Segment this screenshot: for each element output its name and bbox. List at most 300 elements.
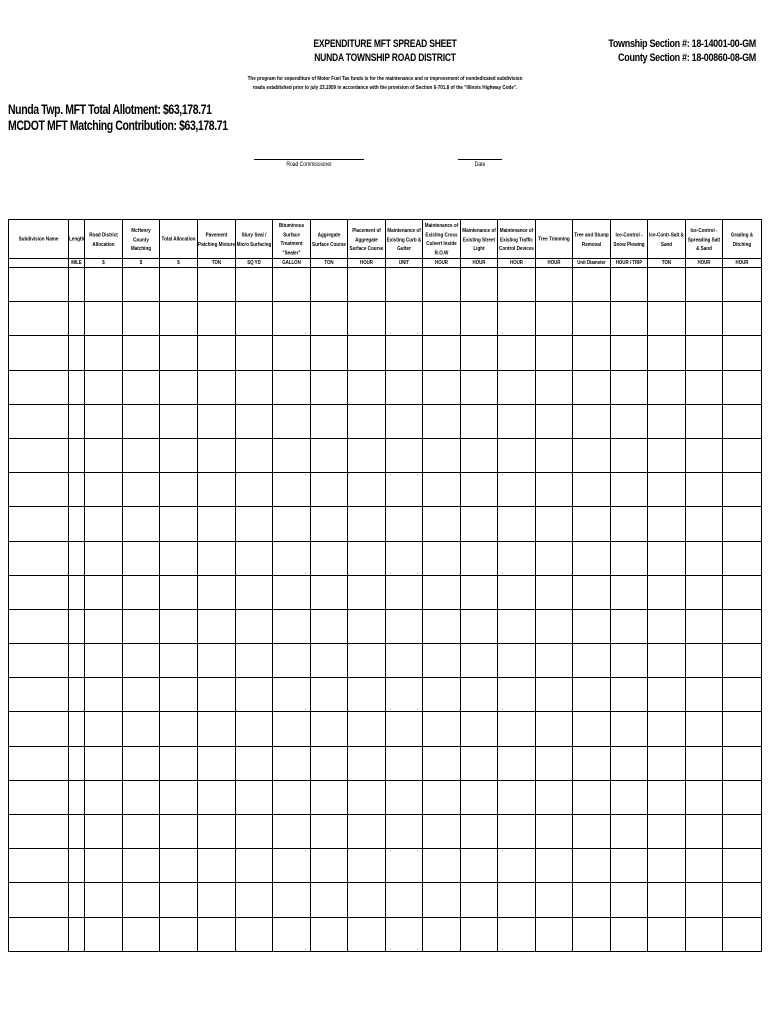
table-cell[interactable] [198, 370, 236, 404]
table-cell[interactable] [573, 507, 611, 541]
table-cell[interactable] [236, 370, 273, 404]
table-cell[interactable] [723, 268, 762, 302]
table-cell[interactable] [311, 336, 348, 370]
table-cell[interactable] [160, 609, 198, 643]
table-cell[interactable] [723, 473, 762, 507]
table-cell[interactable] [536, 917, 573, 951]
table-cell[interactable] [198, 404, 236, 438]
table-cell[interactable] [123, 404, 160, 438]
table-cell[interactable] [611, 336, 648, 370]
table-cell[interactable] [573, 609, 611, 643]
table-cell[interactable] [69, 712, 85, 746]
table-cell[interactable] [461, 404, 498, 438]
table-cell[interactable] [723, 438, 762, 472]
table-cell[interactable] [123, 336, 160, 370]
table-cell[interactable] [461, 302, 498, 336]
table-cell[interactable] [123, 917, 160, 951]
table-cell[interactable] [273, 541, 311, 575]
table-cell[interactable] [273, 815, 311, 849]
table-cell[interactable] [386, 815, 423, 849]
table-cell[interactable] [648, 507, 686, 541]
table-cell[interactable] [348, 336, 386, 370]
table-cell[interactable] [348, 849, 386, 883]
table-cell[interactable] [498, 575, 536, 609]
table-cell[interactable] [160, 780, 198, 814]
table-cell[interactable] [536, 302, 573, 336]
table-cell[interactable] [611, 473, 648, 507]
table-cell[interactable] [686, 678, 723, 712]
table-cell[interactable] [536, 644, 573, 678]
table-cell[interactable] [648, 746, 686, 780]
table-cell[interactable] [611, 438, 648, 472]
table-cell[interactable] [9, 815, 69, 849]
table-cell[interactable] [123, 883, 160, 917]
table-cell[interactable] [498, 302, 536, 336]
table-cell[interactable] [723, 780, 762, 814]
table-cell[interactable] [69, 883, 85, 917]
table-cell[interactable] [123, 678, 160, 712]
table-cell[interactable] [236, 336, 273, 370]
table-cell[interactable] [611, 268, 648, 302]
table-cell[interactable] [723, 883, 762, 917]
table-cell[interactable] [686, 268, 723, 302]
table-cell[interactable] [85, 746, 123, 780]
table-cell[interactable] [386, 644, 423, 678]
table-cell[interactable] [723, 609, 762, 643]
table-cell[interactable] [573, 815, 611, 849]
table-cell[interactable] [573, 849, 611, 883]
table-cell[interactable] [573, 678, 611, 712]
table-cell[interactable] [611, 507, 648, 541]
table-cell[interactable] [69, 438, 85, 472]
table-cell[interactable] [236, 678, 273, 712]
table-cell[interactable] [311, 815, 348, 849]
table-cell[interactable] [311, 404, 348, 438]
table-cell[interactable] [198, 302, 236, 336]
table-cell[interactable] [423, 917, 461, 951]
table-cell[interactable] [648, 917, 686, 951]
table-cell[interactable] [9, 404, 69, 438]
table-cell[interactable] [348, 541, 386, 575]
table-cell[interactable] [648, 780, 686, 814]
table-cell[interactable] [461, 268, 498, 302]
table-cell[interactable] [160, 815, 198, 849]
table-cell[interactable] [423, 780, 461, 814]
table-cell[interactable] [611, 678, 648, 712]
table-cell[interactable] [498, 883, 536, 917]
table-cell[interactable] [123, 473, 160, 507]
table-cell[interactable] [386, 746, 423, 780]
table-cell[interactable] [236, 815, 273, 849]
table-cell[interactable] [461, 507, 498, 541]
table-cell[interactable] [85, 712, 123, 746]
table-cell[interactable] [85, 678, 123, 712]
table-cell[interactable] [273, 438, 311, 472]
table-cell[interactable] [686, 404, 723, 438]
table-cell[interactable] [498, 473, 536, 507]
table-cell[interactable] [611, 404, 648, 438]
table-cell[interactable] [573, 575, 611, 609]
table-cell[interactable] [686, 438, 723, 472]
table-cell[interactable] [69, 746, 85, 780]
table-cell[interactable] [573, 336, 611, 370]
table-cell[interactable] [348, 780, 386, 814]
table-cell[interactable] [686, 541, 723, 575]
table-cell[interactable] [85, 849, 123, 883]
table-cell[interactable] [198, 644, 236, 678]
table-cell[interactable] [686, 336, 723, 370]
table-cell[interactable] [236, 746, 273, 780]
table-cell[interactable] [611, 370, 648, 404]
table-cell[interactable] [648, 302, 686, 336]
table-cell[interactable] [723, 575, 762, 609]
table-cell[interactable] [198, 780, 236, 814]
table-cell[interactable] [648, 541, 686, 575]
table-cell[interactable] [311, 507, 348, 541]
table-cell[interactable] [311, 609, 348, 643]
table-cell[interactable] [273, 917, 311, 951]
table-cell[interactable] [461, 473, 498, 507]
table-cell[interactable] [311, 541, 348, 575]
table-cell[interactable] [686, 507, 723, 541]
table-cell[interactable] [198, 336, 236, 370]
table-cell[interactable] [69, 917, 85, 951]
table-cell[interactable] [423, 438, 461, 472]
table-cell[interactable] [348, 404, 386, 438]
table-cell[interactable] [386, 370, 423, 404]
table-cell[interactable] [85, 644, 123, 678]
table-cell[interactable] [723, 815, 762, 849]
table-cell[interactable] [461, 917, 498, 951]
table-cell[interactable] [686, 746, 723, 780]
table-cell[interactable] [498, 678, 536, 712]
table-cell[interactable] [386, 268, 423, 302]
table-cell[interactable] [198, 883, 236, 917]
table-cell[interactable] [348, 746, 386, 780]
table-cell[interactable] [85, 609, 123, 643]
table-cell[interactable] [386, 712, 423, 746]
table-cell[interactable] [273, 302, 311, 336]
table-cell[interactable] [198, 268, 236, 302]
table-cell[interactable] [611, 883, 648, 917]
table-cell[interactable] [461, 438, 498, 472]
table-cell[interactable] [461, 815, 498, 849]
table-cell[interactable] [573, 268, 611, 302]
table-cell[interactable] [461, 609, 498, 643]
table-cell[interactable] [648, 268, 686, 302]
table-cell[interactable] [611, 746, 648, 780]
table-cell[interactable] [236, 541, 273, 575]
table-cell[interactable] [498, 849, 536, 883]
table-cell[interactable] [123, 302, 160, 336]
table-cell[interactable] [198, 609, 236, 643]
table-cell[interactable] [69, 473, 85, 507]
table-cell[interactable] [498, 712, 536, 746]
table-cell[interactable] [611, 644, 648, 678]
table-cell[interactable] [648, 575, 686, 609]
table-cell[interactable] [85, 815, 123, 849]
table-cell[interactable] [386, 609, 423, 643]
table-cell[interactable] [723, 917, 762, 951]
table-cell[interactable] [461, 883, 498, 917]
table-cell[interactable] [611, 849, 648, 883]
table-cell[interactable] [648, 849, 686, 883]
table-cell[interactable] [9, 746, 69, 780]
table-cell[interactable] [573, 780, 611, 814]
table-cell[interactable] [423, 883, 461, 917]
table-cell[interactable] [686, 815, 723, 849]
table-cell[interactable] [461, 849, 498, 883]
table-cell[interactable] [423, 849, 461, 883]
table-cell[interactable] [69, 780, 85, 814]
table-cell[interactable] [498, 746, 536, 780]
table-cell[interactable] [69, 507, 85, 541]
table-cell[interactable] [9, 849, 69, 883]
table-cell[interactable] [648, 370, 686, 404]
table-cell[interactable] [423, 336, 461, 370]
table-cell[interactable] [686, 644, 723, 678]
table-cell[interactable] [9, 917, 69, 951]
table-cell[interactable] [123, 712, 160, 746]
table-cell[interactable] [648, 609, 686, 643]
table-cell[interactable] [9, 302, 69, 336]
table-cell[interactable] [348, 370, 386, 404]
table-cell[interactable] [9, 336, 69, 370]
table-cell[interactable] [160, 268, 198, 302]
table-cell[interactable] [348, 883, 386, 917]
table-cell[interactable] [648, 404, 686, 438]
table-cell[interactable] [311, 746, 348, 780]
table-cell[interactable] [536, 746, 573, 780]
table-cell[interactable] [386, 438, 423, 472]
table-cell[interactable] [311, 302, 348, 336]
table-cell[interactable] [686, 473, 723, 507]
table-cell[interactable] [160, 404, 198, 438]
table-cell[interactable] [423, 678, 461, 712]
table-cell[interactable] [273, 370, 311, 404]
table-cell[interactable] [160, 541, 198, 575]
table-cell[interactable] [423, 644, 461, 678]
table-cell[interactable] [9, 678, 69, 712]
table-cell[interactable] [69, 336, 85, 370]
table-cell[interactable] [536, 849, 573, 883]
table-cell[interactable] [461, 746, 498, 780]
table-cell[interactable] [386, 917, 423, 951]
table-cell[interactable] [311, 883, 348, 917]
table-cell[interactable] [498, 404, 536, 438]
table-cell[interactable] [648, 712, 686, 746]
table-cell[interactable] [536, 609, 573, 643]
table-cell[interactable] [273, 507, 311, 541]
table-cell[interactable] [273, 404, 311, 438]
table-cell[interactable] [536, 678, 573, 712]
table-cell[interactable] [423, 815, 461, 849]
table-cell[interactable] [461, 780, 498, 814]
table-cell[interactable] [236, 609, 273, 643]
table-cell[interactable] [69, 575, 85, 609]
table-cell[interactable] [160, 336, 198, 370]
table-cell[interactable] [311, 575, 348, 609]
table-cell[interactable] [686, 609, 723, 643]
table-cell[interactable] [69, 815, 85, 849]
table-cell[interactable] [236, 268, 273, 302]
table-cell[interactable] [498, 780, 536, 814]
table-cell[interactable] [423, 712, 461, 746]
table-cell[interactable] [198, 712, 236, 746]
table-cell[interactable] [273, 746, 311, 780]
table-cell[interactable] [386, 849, 423, 883]
table-cell[interactable] [348, 473, 386, 507]
table-cell[interactable] [723, 404, 762, 438]
table-cell[interactable] [423, 609, 461, 643]
table-cell[interactable] [611, 815, 648, 849]
table-cell[interactable] [69, 644, 85, 678]
table-cell[interactable] [160, 302, 198, 336]
table-cell[interactable] [686, 883, 723, 917]
table-cell[interactable] [461, 370, 498, 404]
table-cell[interactable] [498, 644, 536, 678]
table-cell[interactable] [648, 815, 686, 849]
table-cell[interactable] [9, 780, 69, 814]
table-cell[interactable] [536, 336, 573, 370]
table-cell[interactable] [160, 473, 198, 507]
table-cell[interactable] [85, 336, 123, 370]
table-cell[interactable] [9, 473, 69, 507]
table-cell[interactable] [198, 815, 236, 849]
table-cell[interactable] [686, 780, 723, 814]
table-cell[interactable] [311, 268, 348, 302]
table-cell[interactable] [461, 678, 498, 712]
table-cell[interactable] [123, 370, 160, 404]
table-cell[interactable] [573, 917, 611, 951]
table-cell[interactable] [9, 438, 69, 472]
table-cell[interactable] [423, 541, 461, 575]
table-cell[interactable] [536, 780, 573, 814]
table-cell[interactable] [273, 268, 311, 302]
table-cell[interactable] [348, 678, 386, 712]
table-cell[interactable] [236, 644, 273, 678]
table-cell[interactable] [461, 644, 498, 678]
table-cell[interactable] [85, 302, 123, 336]
table-cell[interactable] [9, 507, 69, 541]
table-cell[interactable] [9, 644, 69, 678]
table-cell[interactable] [9, 268, 69, 302]
table-cell[interactable] [611, 609, 648, 643]
table-cell[interactable] [123, 438, 160, 472]
table-cell[interactable] [498, 541, 536, 575]
table-cell[interactable] [9, 541, 69, 575]
table-cell[interactable] [85, 438, 123, 472]
table-cell[interactable] [573, 404, 611, 438]
table-cell[interactable] [386, 575, 423, 609]
table-cell[interactable] [236, 473, 273, 507]
table-cell[interactable] [198, 575, 236, 609]
table-cell[interactable] [69, 541, 85, 575]
table-cell[interactable] [386, 541, 423, 575]
table-cell[interactable] [85, 541, 123, 575]
table-cell[interactable] [123, 575, 160, 609]
table-cell[interactable] [273, 883, 311, 917]
table-cell[interactable] [85, 917, 123, 951]
table-cell[interactable] [686, 712, 723, 746]
table-cell[interactable] [723, 302, 762, 336]
table-cell[interactable] [311, 712, 348, 746]
table-cell[interactable] [498, 815, 536, 849]
table-cell[interactable] [348, 917, 386, 951]
table-cell[interactable] [85, 507, 123, 541]
table-cell[interactable] [273, 678, 311, 712]
table-cell[interactable] [236, 438, 273, 472]
table-cell[interactable] [69, 370, 85, 404]
table-cell[interactable] [723, 644, 762, 678]
table-cell[interactable] [573, 644, 611, 678]
table-cell[interactable] [686, 575, 723, 609]
table-cell[interactable] [273, 780, 311, 814]
table-cell[interactable] [723, 507, 762, 541]
table-cell[interactable] [123, 507, 160, 541]
table-cell[interactable] [9, 609, 69, 643]
table-cell[interactable] [198, 678, 236, 712]
table-cell[interactable] [348, 438, 386, 472]
table-cell[interactable] [85, 370, 123, 404]
table-cell[interactable] [348, 507, 386, 541]
table-cell[interactable] [498, 507, 536, 541]
table-cell[interactable] [9, 712, 69, 746]
table-cell[interactable] [69, 268, 85, 302]
table-cell[interactable] [160, 746, 198, 780]
table-cell[interactable] [686, 917, 723, 951]
table-cell[interactable] [423, 302, 461, 336]
table-cell[interactable] [85, 575, 123, 609]
table-cell[interactable] [423, 746, 461, 780]
table-cell[interactable] [461, 712, 498, 746]
table-cell[interactable] [9, 575, 69, 609]
table-cell[interactable] [461, 541, 498, 575]
table-cell[interactable] [498, 370, 536, 404]
table-cell[interactable] [273, 644, 311, 678]
table-cell[interactable] [498, 438, 536, 472]
table-cell[interactable] [123, 780, 160, 814]
table-cell[interactable] [573, 541, 611, 575]
table-cell[interactable] [386, 780, 423, 814]
table-cell[interactable] [686, 849, 723, 883]
table-cell[interactable] [536, 883, 573, 917]
table-cell[interactable] [123, 268, 160, 302]
table-cell[interactable] [236, 883, 273, 917]
table-cell[interactable] [386, 883, 423, 917]
table-cell[interactable] [198, 541, 236, 575]
table-cell[interactable] [198, 917, 236, 951]
table-cell[interactable] [198, 438, 236, 472]
table-cell[interactable] [348, 268, 386, 302]
table-cell[interactable] [85, 404, 123, 438]
table-cell[interactable] [386, 678, 423, 712]
table-cell[interactable] [348, 302, 386, 336]
table-cell[interactable] [611, 575, 648, 609]
table-cell[interactable] [236, 575, 273, 609]
table-cell[interactable] [198, 473, 236, 507]
table-cell[interactable] [348, 712, 386, 746]
table-cell[interactable] [236, 780, 273, 814]
table-cell[interactable] [686, 302, 723, 336]
table-cell[interactable] [573, 438, 611, 472]
table-cell[interactable] [386, 473, 423, 507]
table-cell[interactable] [236, 712, 273, 746]
table-cell[interactable] [236, 917, 273, 951]
table-cell[interactable] [69, 404, 85, 438]
table-cell[interactable] [348, 815, 386, 849]
table-cell[interactable] [611, 780, 648, 814]
